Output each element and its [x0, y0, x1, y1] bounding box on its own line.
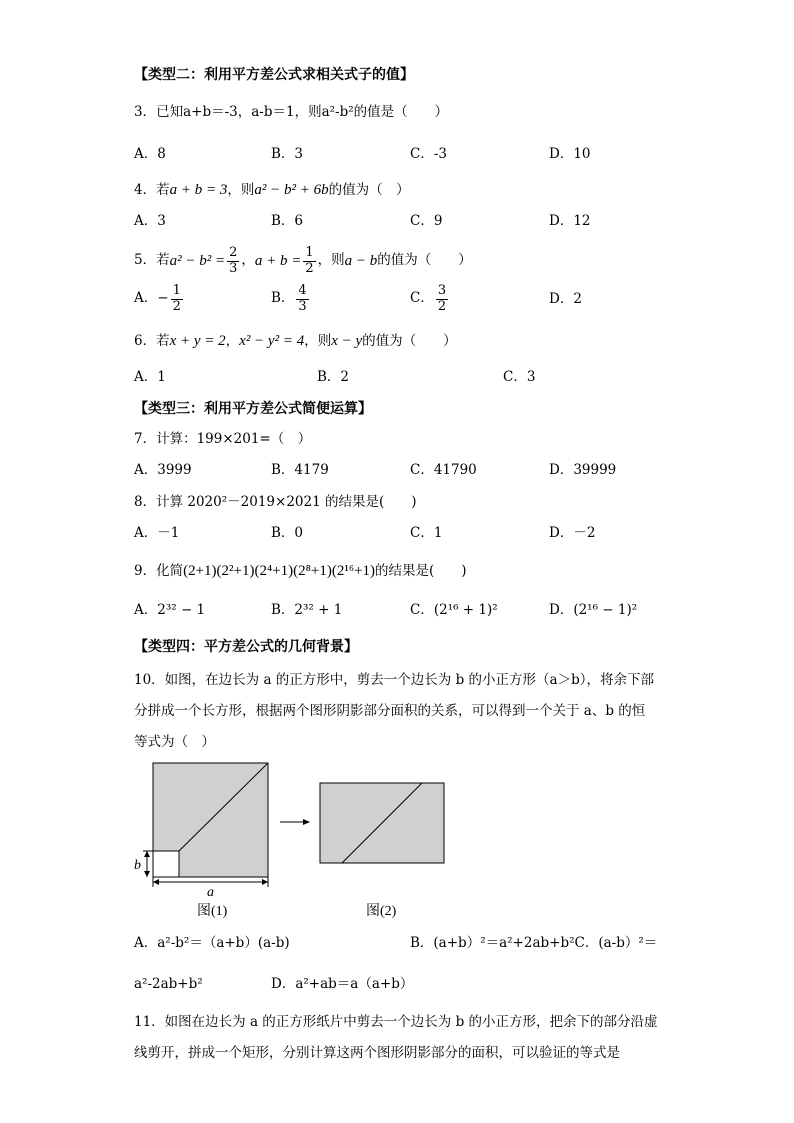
q5-mid: ，则 [317, 252, 345, 269]
q6-option-c: C．3 [503, 369, 536, 385]
q4-mid: ，则 [227, 182, 255, 198]
section3-title: 【类型三：利用平方差公式简便运算】 [134, 401, 372, 417]
q9-expr: (2+1)(2²+1)(2⁴+1)(2⁸+1)(2¹⁶+1) [183, 563, 376, 579]
q5-optA-den: 2 [172, 298, 181, 314]
q4-expr2: a² − b² + 6b [254, 182, 329, 198]
q10-option-c-continued: a²-2ab+b² [134, 976, 203, 992]
q11-line-1: 11．如图在边长为 a 的正方形纸片中剪去一个边长为 b 的小正方形，把余下的部分沿虚 [134, 1014, 658, 1030]
q3-option-d: D．10 [549, 146, 591, 162]
fig1-b-arrow-down [144, 871, 150, 877]
fig1-small-square [153, 851, 179, 877]
q5-optA-num: 1 [172, 283, 181, 299]
fig1-a-arrow-right [262, 879, 268, 885]
q6-sep: ， [225, 333, 240, 349]
q6-mid: ，则 [304, 333, 332, 349]
q5-f1-den: 3 [229, 260, 238, 276]
q5-fraction-1 [227, 246, 239, 276]
q4-option-c: C．9 [410, 213, 443, 229]
q5-optC-fraction [436, 284, 448, 314]
q6-expr1: x + y = 2 [169, 333, 226, 349]
q5-optC-num: 3 [437, 283, 447, 299]
q4-suffix: 的值为（ ） [328, 182, 410, 198]
fig1-label-a: a [207, 885, 214, 900]
q5-optB-den: 3 [298, 298, 307, 314]
q5-prefix: 5．若 [134, 252, 170, 269]
q5-optB-num: 4 [298, 283, 307, 299]
q10-option-d: D．a²+ab＝a（a+b） [271, 976, 414, 992]
q5-optA-sign: − [157, 290, 169, 307]
q5-option-d: D．2 [549, 291, 582, 307]
transform-arrow-icon [303, 819, 310, 825]
q8-option-c: C．1 [410, 525, 443, 541]
q6-expr3: x − y [331, 333, 363, 349]
q5-expr3: a − b [344, 252, 378, 269]
q9-stem [134, 564, 467, 579]
q8-option-b: B．0 [271, 525, 304, 541]
q5-optA-fraction [171, 284, 183, 314]
section4-title: 【类型四：平方差公式的几何背景】 [134, 639, 358, 655]
fig1-a-arrow-left [153, 879, 159, 885]
q7-option-c: C．41790 [410, 462, 477, 478]
q6-expr2: x² − y² = 4 [239, 333, 305, 349]
q8-stem: 8．计算 2020²－2019×2021 的结果是( ) [134, 494, 417, 510]
q5-option-c [410, 282, 450, 316]
q6-stem [134, 334, 457, 349]
q8-option-a: A．－1 [134, 525, 180, 541]
q5-option-b [271, 282, 311, 316]
q5-f1-num: 2 [229, 245, 238, 261]
q3-stem: 3．已知a+b＝-3，a-b＝1，则a²-b²的值是（ ） [134, 104, 449, 120]
q9-option-c: C．(2¹⁶ + 1)² [410, 602, 498, 618]
q11-line-2: 线剪开，拼成一个矩形，分别计算这两个图形阴影部分的面积，可以验证的等式是 [134, 1045, 620, 1061]
q3-option-a: A．8 [134, 146, 166, 162]
q7-option-b: B．4179 [271, 462, 329, 478]
q7-option-a: A．3999 [134, 462, 192, 478]
fig2-caption: 图(2) [366, 904, 397, 919]
fig1-caption: 图(1) [197, 904, 228, 919]
q5-f2-num: 1 [305, 245, 314, 261]
q4-option-d: D．12 [549, 213, 591, 229]
q9-suffix: 的结果是( ) [375, 563, 467, 579]
q3-option-b: B．3 [271, 146, 304, 162]
q5-f2-den: 2 [305, 260, 314, 276]
q7-stem: 7．计算：199×201=（ ） [134, 431, 312, 447]
q10-line-1: 10．如图，在边长为 a 的正方形中，剪去一个边长为 b 的小正方形（a＞b），将余下部 [134, 672, 654, 688]
q5-stem [134, 244, 472, 278]
q10-line-3: 等式为（ ） [134, 734, 215, 750]
q6-prefix: 6．若 [134, 333, 170, 349]
q4-option-a: A．3 [134, 213, 166, 229]
section2-title: 【类型二：利用平方差公式求相关式子的值】 [134, 67, 414, 83]
q5-fraction-2 [303, 246, 315, 276]
q10-line-2: 分拼成一个长方形，根据两个图形阴影部分面积的关系，可以得到一个关于 a、b 的恒 [134, 703, 646, 719]
q4-expr1: a + b = 3 [169, 182, 228, 198]
q6-option-b: B．2 [317, 369, 350, 385]
q4-stem [134, 183, 410, 198]
q9-option-b: B．2³² + 1 [271, 602, 343, 618]
q9-option-a: A．2³² − 1 [134, 602, 206, 618]
q4-option-b: B．6 [271, 213, 304, 229]
q5-optC-den: 2 [437, 298, 447, 314]
q5-expr2: a + b = [254, 252, 302, 269]
q5-expr1: a² − b² = [169, 252, 226, 269]
q10-figure [128, 755, 458, 925]
q4-prefix: 4．若 [134, 182, 170, 198]
q5-optB-fraction [296, 284, 308, 314]
q5-optC-label: C． [410, 290, 434, 307]
q5-optB-label: B． [271, 290, 295, 307]
q9-prefix: 9．化简 [134, 563, 184, 579]
fig1-label-b: b [134, 858, 141, 873]
q5-optA-label: A． [134, 290, 158, 307]
q5-sep: ， [241, 252, 255, 269]
q10-option-b-c: B．(a+b）²＝a²+2ab+b²C．(a-b）²＝ [410, 935, 658, 951]
q6-option-a: A．1 [134, 369, 166, 385]
q7-option-d: D．39999 [549, 462, 617, 478]
q3-option-c: C．-3 [410, 146, 447, 162]
q5-suffix: 的值为（ ） [377, 252, 472, 269]
q5-option-a [134, 282, 185, 316]
q10-option-a: A．a²-b²＝（a+b）(a-b) [134, 935, 290, 951]
q6-suffix: 的值为（ ） [362, 333, 457, 349]
q8-option-d: D．－2 [549, 525, 596, 541]
fig1-b-arrow-up [144, 851, 150, 857]
q9-option-d: D．(2¹⁶ − 1)² [549, 602, 638, 618]
